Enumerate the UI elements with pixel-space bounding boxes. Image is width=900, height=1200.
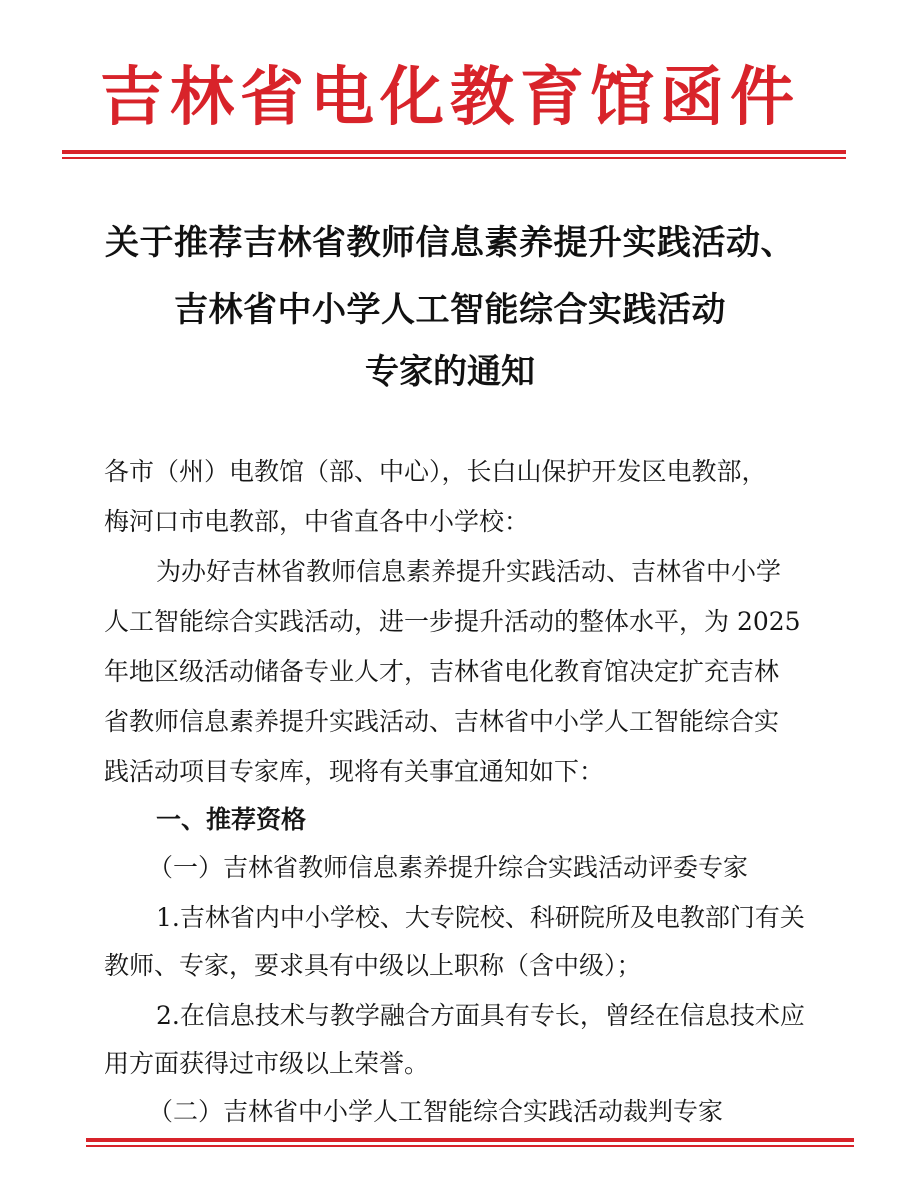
subsection-heading-1: （一）吉林省教师信息素养提升综合实践活动评委专家 xyxy=(148,853,749,882)
document-title-line-2: 吉林省中小学人工智能综合实践活动 xyxy=(174,290,726,330)
footer-divider xyxy=(86,1138,854,1147)
section-heading-1: 一、推荐资格 xyxy=(156,805,307,834)
divider-thin-line xyxy=(62,157,846,159)
subsection-heading-2: （二）吉林省中小学人工智能综合实践活动裁判专家 xyxy=(148,1097,724,1126)
item-2-line-2: 用方面获得过市级以上荣誉。 xyxy=(104,1049,430,1078)
letterhead-title: 吉林省电化教育馆函件 xyxy=(100,61,800,135)
footer-divider-thick-line xyxy=(86,1138,854,1142)
item-2-line-1: 2.在信息技术与教学融合方面具有专长，曾经在信息技术应 xyxy=(156,1001,805,1030)
intro-line-2: 人工智能综合实践活动，进一步提升活动的整体水平，为 2025 xyxy=(104,607,801,636)
item-1-line-2: 教师、专家，要求具有中级以上职称（含中级）； xyxy=(104,951,642,980)
intro-line-4: 省教师信息素养提升实践活动、吉林省中小学人工智能综合实 xyxy=(104,707,780,736)
intro-line-1: 为办好吉林省教师信息素养提升实践活动、吉林省中小学 xyxy=(156,557,782,586)
document-title-line-3: 专家的通知 xyxy=(365,352,535,392)
intro-line-3: 年地区级活动储备专业人才，吉林省电化教育馆决定扩充吉林 xyxy=(104,657,780,686)
footer-divider-thin-line xyxy=(86,1145,854,1147)
letterhead-divider xyxy=(62,150,846,159)
item-1-line-1: 1.吉林省内中小学校、大专院校、科研院所及电教部门有关 xyxy=(156,903,805,932)
divider-thick-line xyxy=(62,150,846,154)
addressee-line-2: 梅河口市电教部，中省直各中小学校： xyxy=(104,507,530,536)
addressee-line-1: 各市（州）电教馆（部、中心），长白山保护开发区电教部， xyxy=(104,457,767,486)
document-title-line-1: 关于推荐吉林省教师信息素养提升实践活动、 xyxy=(105,223,795,263)
intro-line-5: 践活动项目专家库，现将有关事宜通知如下： xyxy=(104,757,605,786)
